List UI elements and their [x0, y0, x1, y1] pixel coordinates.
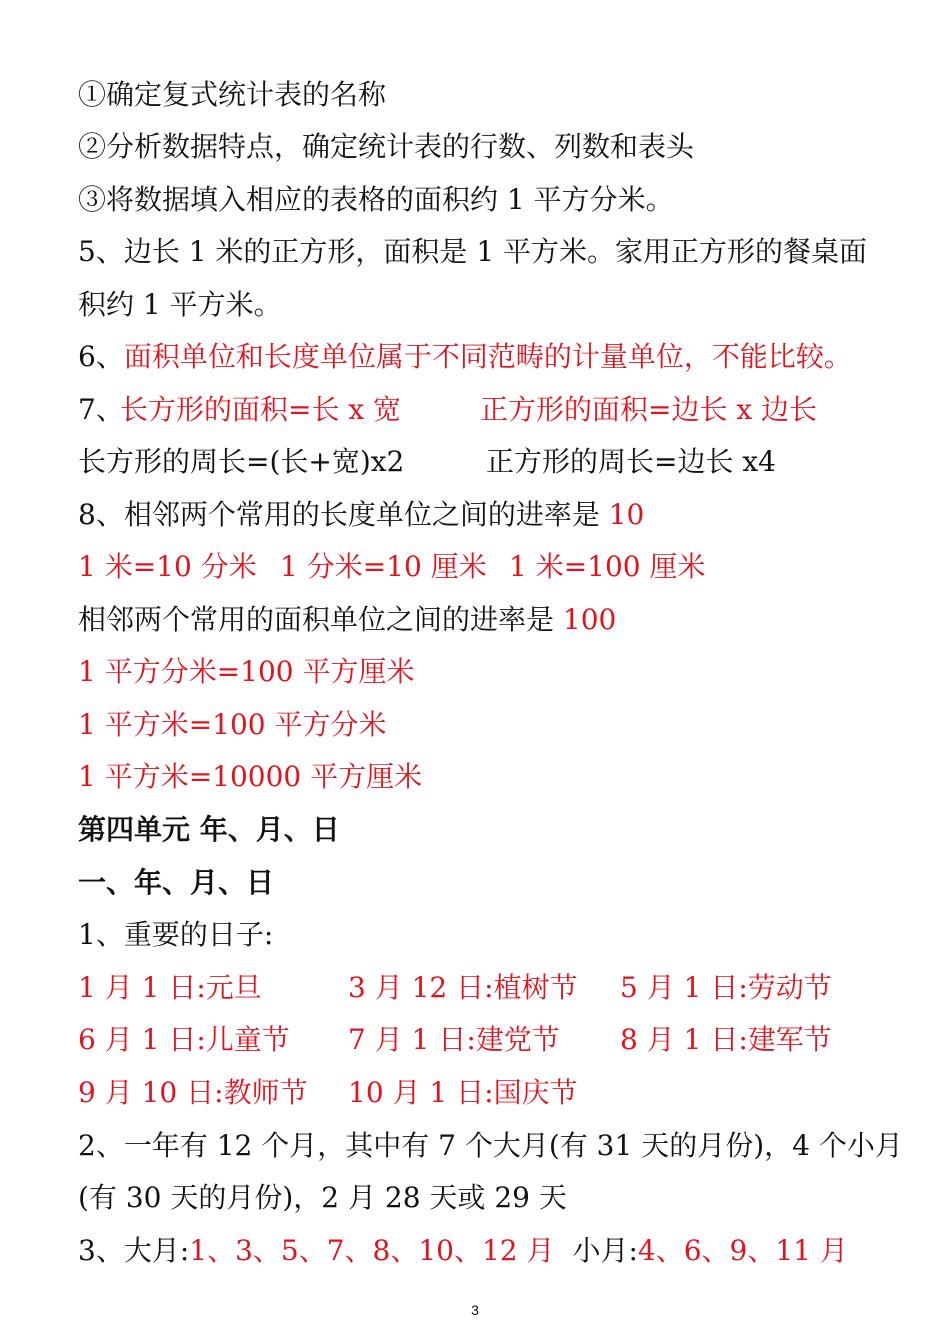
- subsection-heading: 一、年、月、日: [78, 866, 275, 899]
- text-line: [78, 339, 852, 375]
- rect-perimeter-formula: 长方形的周长=(长+宽)x2: [78, 445, 405, 478]
- text-line: ②分析数据特点，确定统计表的行数、列数和表头: [78, 130, 695, 163]
- rect-area-formula: 长方形的面积=长 x 宽: [120, 393, 402, 426]
- formula-row: [78, 392, 878, 428]
- page-number: 3: [471, 1302, 479, 1318]
- text-line: [78, 497, 644, 533]
- date-item: 10 月 1 日:国庆节: [348, 1076, 578, 1109]
- square-area-formula: 正方形的面积=边长 x 边长: [480, 393, 818, 426]
- length-conversion-row: [78, 549, 878, 585]
- conversion: 1 米=100 厘米: [509, 550, 706, 583]
- formula-row: [78, 444, 878, 480]
- dates-row: [78, 1022, 878, 1058]
- date-item: 9 月 10 日:教师节: [78, 1076, 308, 1109]
- highlight-text: 1、3、5、7、8、10、12 月: [189, 1234, 555, 1267]
- highlight-text: 100: [562, 603, 617, 636]
- text-line: ③将数据填入相应的表格的面积约 1 平方分米。: [78, 183, 674, 216]
- date-item: 1 月 1 日:元旦: [78, 971, 262, 1004]
- dates-row: [78, 1075, 878, 1111]
- item-number: 7、: [78, 393, 124, 426]
- text-line: 1、重要的日子:: [78, 918, 274, 951]
- date-item: 7 月 1 日:建党节: [348, 1023, 560, 1056]
- text-segment: 相邻两个常用的面积单位之间的进率是: [78, 603, 563, 636]
- item-number: 6、: [78, 340, 124, 373]
- text-line: (有 30 天的月份)，2 月 28 天或 29 天: [78, 1181, 567, 1214]
- text-segment: 小月:: [572, 1234, 638, 1267]
- conversion: 1 平方分米=100 平方厘米: [78, 655, 415, 688]
- dates-row: [78, 970, 878, 1006]
- conversion: 1 分米=10 厘米: [280, 550, 487, 583]
- date-item: 6 月 1 日:儿童节: [78, 1023, 290, 1056]
- text-line: 2、一年有 12 个月，其中有 7 个大月(有 31 天的月份)，4 个小月: [78, 1129, 903, 1162]
- conversion: 1 米=10 分米: [78, 550, 257, 583]
- conversion: 1 平方米=100 平方分米: [78, 708, 387, 741]
- highlight-text: 面积单位和长度单位属于不同范畴的计量单位，不能比较。: [123, 340, 852, 373]
- date-item: 5 月 1 日:劳动节: [620, 971, 832, 1004]
- text-line: [78, 1233, 848, 1269]
- highlight-text: 10: [608, 498, 645, 531]
- text-segment: 8、相邻两个常用的长度单位之间的进率是: [78, 498, 609, 531]
- conversion: 1 平方米=10000 平方厘米: [78, 760, 423, 793]
- section-heading: 第四单元 年、月、日: [78, 813, 340, 846]
- text-line: [78, 602, 616, 638]
- date-item: 8 月 1 日:建军节: [620, 1023, 832, 1056]
- text-line: 积约 1 平方米。: [78, 288, 282, 321]
- highlight-text: 4、6、9、11 月: [637, 1234, 848, 1267]
- text-line: ①确定复式统计表的名称: [78, 78, 387, 111]
- text-segment: 3、大月:: [78, 1234, 190, 1267]
- text-line: 5、边长 1 米的正方形，面积是 1 平方米。家用正方形的餐桌面: [78, 235, 868, 268]
- square-perimeter-formula: 正方形的周长=边长 x4: [486, 445, 776, 478]
- date-item: 3 月 12 日:植树节: [348, 971, 578, 1004]
